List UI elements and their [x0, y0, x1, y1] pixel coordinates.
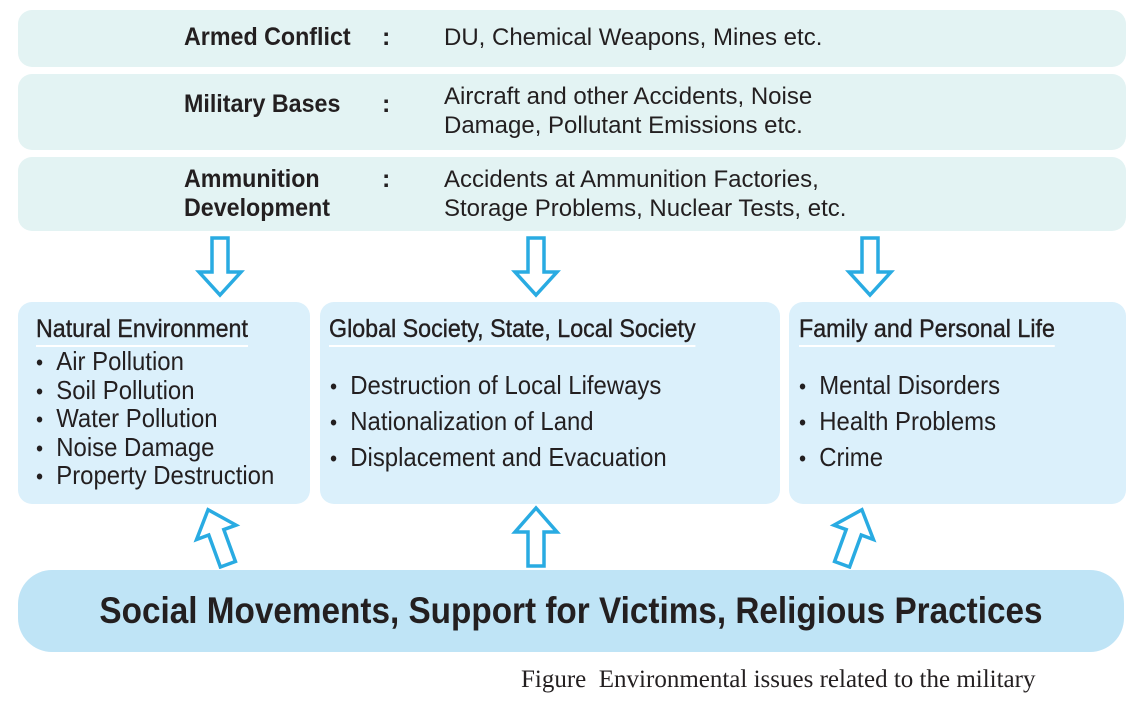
impact-list — [330, 368, 696, 476]
list-item — [330, 404, 667, 440]
list-item — [330, 368, 667, 404]
bullet-icon: • — [36, 407, 44, 432]
impact-box-natural-environment — [18, 302, 310, 504]
source-label — [184, 165, 330, 223]
source-colon: : — [382, 90, 391, 118]
responses-label: Social Movements, Support for Victims, Religious Practices — [99, 590, 1043, 631]
responses-bar — [18, 570, 1124, 652]
list-item-label: Nationalization of Land — [350, 406, 594, 436]
bullet-icon: • — [330, 446, 338, 471]
source-colon: : — [382, 23, 391, 51]
list-item — [36, 374, 274, 406]
list-item-label: Destruction of Local Lifeways — [350, 370, 662, 400]
list-item — [799, 368, 1000, 404]
impact-title: Global Society, State, Local Society — [329, 314, 696, 347]
source-row-military-bases — [18, 74, 1126, 150]
list-item-label: Noise Damage — [56, 431, 215, 462]
bullet-icon: • — [36, 435, 44, 461]
source-row-ammunition-development — [18, 157, 1126, 231]
source-colon: : — [382, 165, 391, 193]
source-label-line: Development — [184, 194, 330, 222]
list-item — [36, 405, 274, 434]
arrow-up-diagonal-icon — [826, 505, 878, 569]
list-item-label: Soil Pollution — [56, 374, 195, 405]
arrow-up-icon — [510, 505, 562, 569]
bullet-icon: • — [799, 446, 807, 471]
bullet-icon: • — [330, 410, 338, 435]
bullet-icon: • — [330, 374, 338, 399]
source-description: DU, Chemical Weapons, Mines etc. — [444, 24, 823, 51]
source-label: Armed Conflict — [184, 23, 351, 51]
impact-title: Natural Environment — [36, 314, 248, 347]
bullet-icon: • — [36, 378, 44, 404]
impact-box-family-personal-life — [789, 302, 1126, 504]
list-item — [799, 404, 1000, 440]
source-description — [444, 165, 846, 223]
impact-box-society — [320, 302, 780, 504]
bullet-icon: • — [36, 350, 44, 375]
list-item-label: Crime — [819, 442, 884, 472]
impact-list — [799, 368, 1018, 476]
list-item — [799, 440, 1000, 476]
list-item-label: Water Pollution — [56, 403, 218, 433]
list-item-label: Air Pollution — [56, 346, 184, 376]
list-item-label: Property Destruction — [56, 460, 275, 490]
arrow-up-diagonal-icon — [192, 505, 244, 569]
source-description-line: Aircraft and other Accidents, Noise — [444, 83, 813, 110]
arrow-down-icon — [195, 236, 245, 298]
list-item — [36, 431, 274, 463]
arrow-down-icon — [511, 236, 561, 298]
bullet-icon: • — [799, 374, 807, 399]
list-item — [36, 348, 274, 377]
list-item-label: Mental Disorders — [819, 370, 1001, 400]
source-description — [444, 82, 812, 140]
list-item — [330, 440, 667, 476]
source-label: Military Bases — [184, 90, 341, 118]
source-label-line: Ammunition — [184, 165, 320, 193]
figure-caption: Figure Environmental issues related to the military — [521, 666, 1036, 693]
source-description-line: Storage Problems, Nuclear Tests, etc. — [444, 195, 847, 222]
bullet-icon: • — [36, 464, 44, 489]
source-row-armed-conflict — [18, 10, 1126, 67]
impact-list — [36, 348, 295, 491]
bullet-icon: • — [799, 410, 807, 435]
list-item-label: Health Problems — [819, 406, 997, 436]
arrow-down-icon — [845, 236, 895, 298]
list-item-label: Displacement and Evacuation — [350, 442, 667, 472]
impact-title: Family and Personal Life — [799, 314, 1055, 347]
source-description-line: Damage, Pollutant Emissions etc. — [444, 112, 803, 139]
list-item — [36, 462, 274, 491]
source-description-line: Accidents at Ammunition Factories, — [444, 166, 819, 193]
